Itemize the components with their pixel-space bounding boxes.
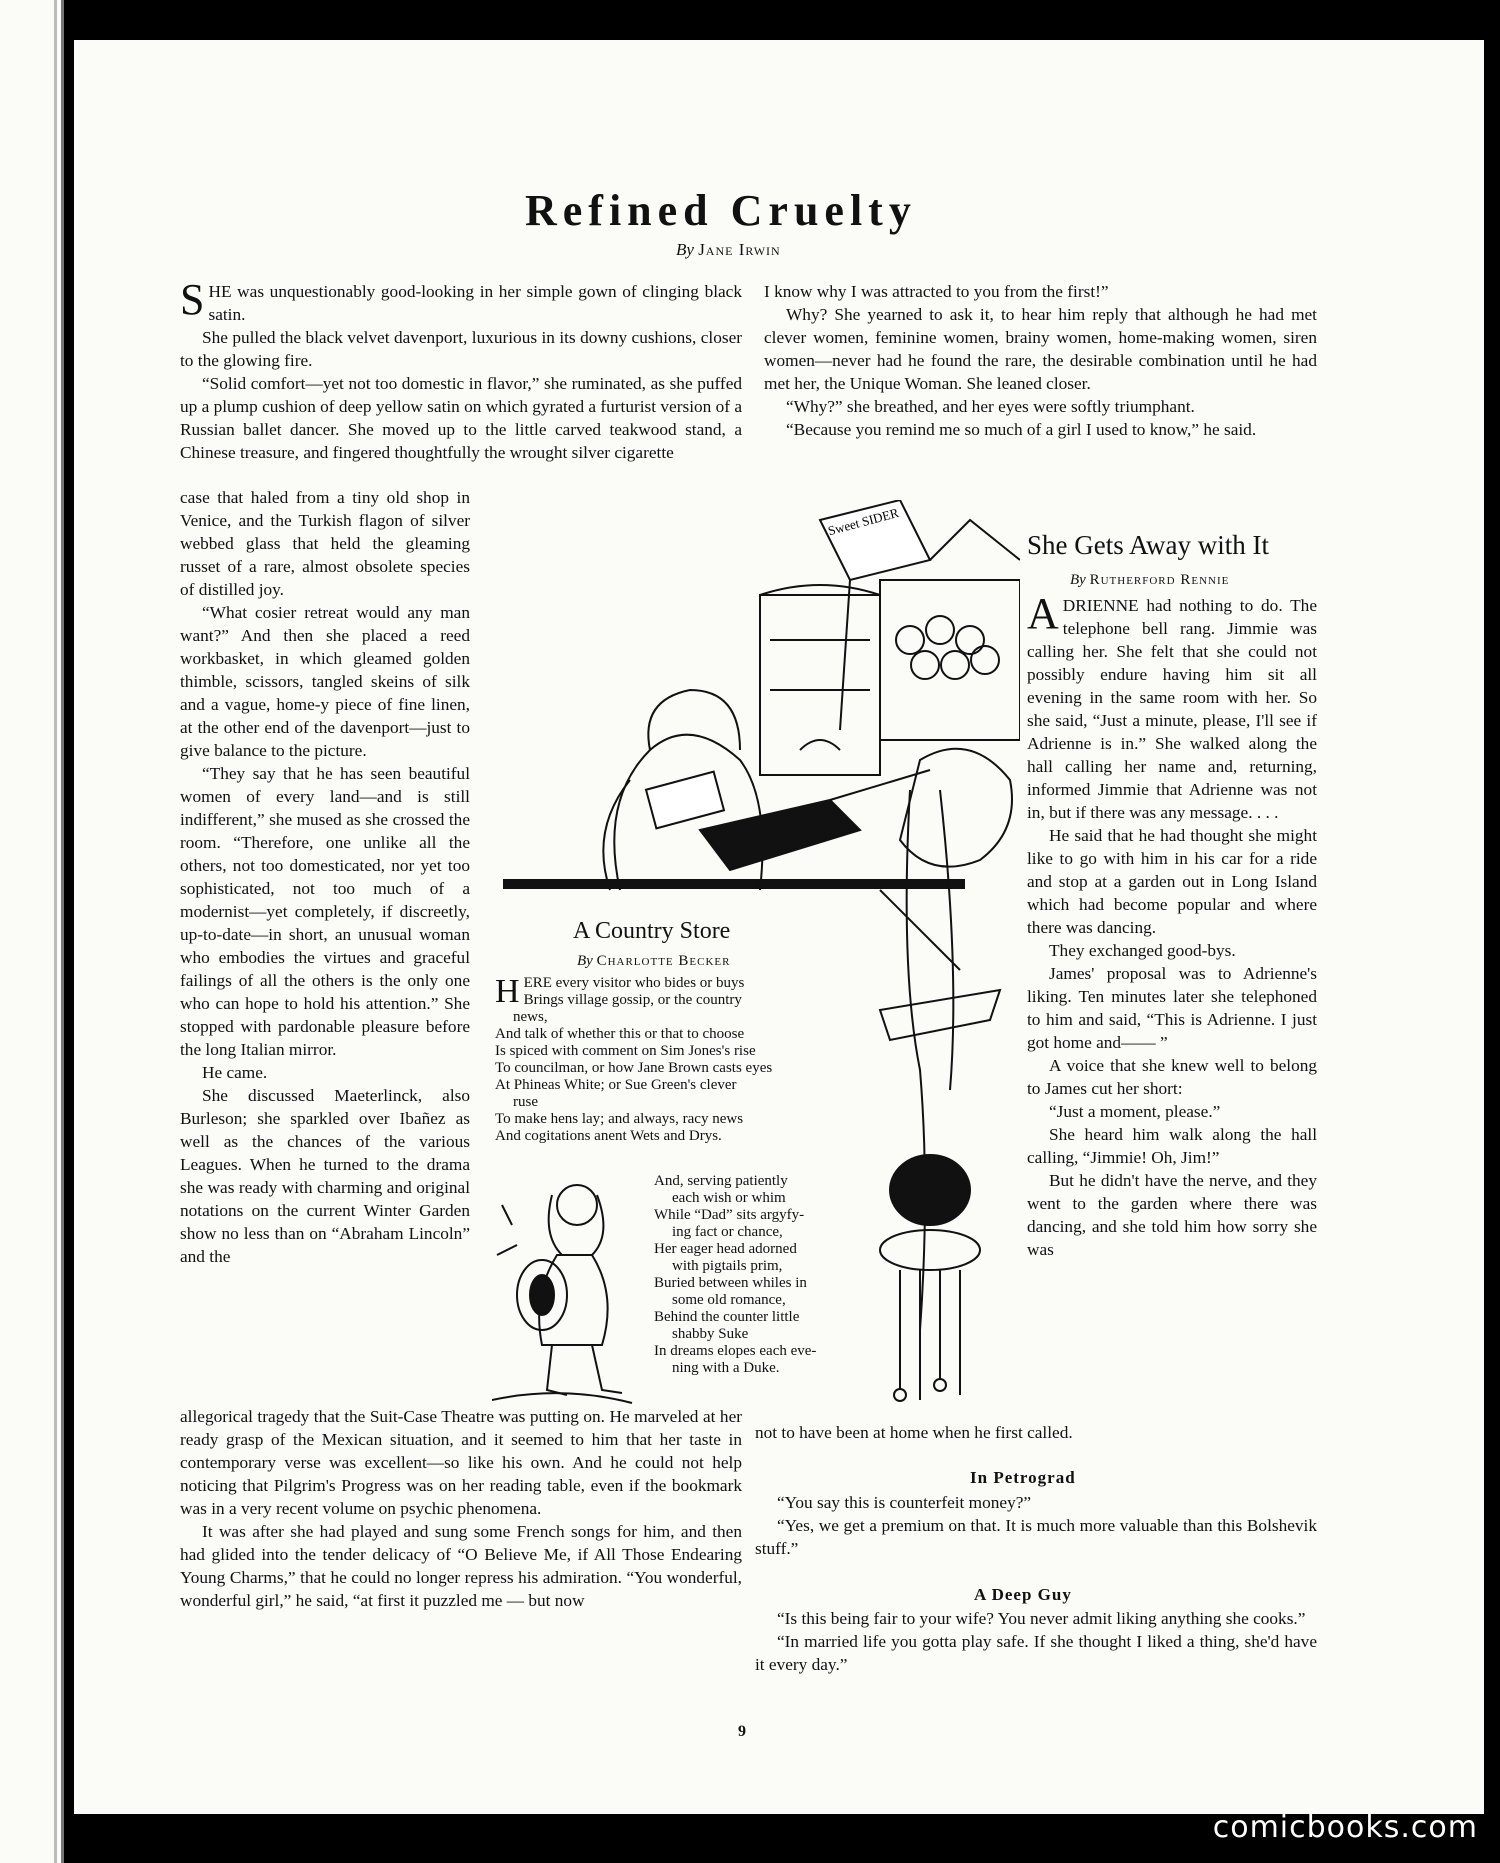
poem-drop-cap: H	[495, 973, 520, 1010]
story2-byline: By Rutherford Rennie	[1070, 572, 1230, 588]
col1-narrow-text: case that haled from a tiny old shop in Venice, and the Turkish flagon of silver webbed glass that held the gleaming russet of a rare, almost obsolete species of distilled joy. “What cosier retreat would any man want?” And then she placed a reed workbasket, in which gleamed golden thimble, scissors, tangled skeins of silk and a vague, home-y piece of fine linen, at the other end of the davenport—just to give balance to the picture. “They say that he has seen beautiful women of every land—and is still indifferent,” she mused as she crossed the room. “Therefore, one unlike all the others, not too domesticated, nor yet too sophisticated, not too much of a modernist—yet completely, if discreetly, up-to-date—in short, an unusual woman who embodies the virtues and graceful failings of all the others is the only one who can hope to hold his attention.” She stopped with pardonable pleasure before the long Italian mirror. He came. She discussed Maeterlinck, also Burleson; she sparkled over Ibañez as well as the chances of the various Leagues. When he turned to the drama she was ready with charming and original notations on the current Winter Garden show no less than on “Abraham Lincoln” and the	[180, 488, 470, 1266]
joke1-title: In Petrograd	[970, 1468, 1076, 1487]
adjacent-page-edge	[0, 0, 64, 1863]
story2-title: She Gets Away with It	[1027, 530, 1269, 560]
col1-bottom-text: allegorical tragedy that the Suit-Case Theatre was putting on. He marveled at her ready grasp of the Mexican situation, and it seemed to him that her taste in contemporary verse was excellent—so like his own. And he could not help noticing that Pilgrim's Progress was on her reading table, even if the bookmark was in a very recent volume on psychic phenomena. It was after she had played and sung some French songs for him, and then had glided into the tender delicacy of “O Believe Me, if All Those Endearing Young Charms,” that he could no longer repress his admiration. “You wonderful, wonderful girl,” he said, “at first it puzzled me — but now	[180, 1407, 742, 1610]
watermark-text: comicbooks.com	[1212, 1810, 1478, 1845]
author-name: Jane Irwin	[698, 240, 781, 259]
poem-title: A Country Store	[573, 918, 731, 944]
poem-stanza-1: HERE every visitor who bides or buys Brings village gossip, or the country news, And talk of whether this or that to choose Is spiced with comment on Sim Jones's rise To councilman, or how Jane Brown casts eyes At Phineas White; or Sue Green's clever ruse To make hens lay; and always, racy news And cogitations anent Wets and Drys.	[495, 973, 773, 1144]
store-sign-text: Sweet SIDER	[826, 504, 901, 539]
story2-last-line: not to have been at home when he first called.	[755, 1423, 1073, 1442]
story2-author: Rutherford Rennie	[1089, 572, 1230, 588]
poem-stanza-2: And, serving patiently each wish or whim While “Dad” sits argyfy- ing fact or chance, Her eager head adorned with pigtails prim, Buried between whiles in some old romance, Behind the counter little shabby Suke In dreams elopes each eve- ning with a Duke.	[654, 1173, 817, 1376]
joke2-text: “Is this being fair to your wife? You never admit liking anything she cooks.” “In married life you gotta play safe. If she thought I liked a thing, she'd have it every day.”	[755, 1609, 1317, 1674]
poem-author: Charlotte Becker	[596, 953, 731, 969]
story2-drop-cap: A	[1027, 589, 1059, 638]
story2-text: ADRIENNE had nothing to do. The telephone bell rang. Jimmie was calling her. She felt that she could not possibly endure having him sit all evening in the same room with her. So she said, “Just a minute, please, I'll see if Adrienne is in.” She walked along the hall calling her name and, returning, informed Jimmie that Adrienne was not in, but if there was any message. . . . He said that he had thought she might like to go with him in his car for a ride and stop at a garden out in Long Island which had become popular and where there was dancing. They exchanged good-bys. James' proposal was to Adrienne's liking. Ten minutes later she telephoned to him and said, “This is Adrienne. I just got home and—— ” A voice that she knew well to belong to James cut her short: “Just a moment, please.” She heard him walk along the hall calling, “Jimmie! Oh, Jim!” But he didn't have the nerve, and they went to the garden where there was dancing, and she told him how sorry she was	[1027, 589, 1317, 1259]
joke1-text: “You say this is counterfeit money?” “Yes, we get a premium on that. It is much more valuable than this Bolshevik stuff.”	[755, 1493, 1317, 1558]
col2-top-text: I know why I was attracted to you from the first!” Why? She yearned to ask it, to hear him reply that although he had met clever women, feminine women, brainy women, home-making women, siren women—never had he found the rare, the desirable combination until he had met her, the Unique Woman. She leaned closer. “Why?” she breathed, and her eyes were softly triumphant. “Because you remind me so much of a girl I used to know,” he said.	[764, 282, 1317, 439]
drop-cap: S	[180, 275, 205, 324]
figure-illustration	[492, 1165, 642, 1405]
article-title: Refined Cruelty	[525, 186, 917, 235]
page-number: 9	[738, 1723, 746, 1740]
col1-top-text: SHE was unquestionably good-looking in her simple gown of clinging black satin. She pulled the black velvet davenport, luxurious in its downy cushions, closer to the glowing fire. “Solid comfort—yet not too domestic in flavor,” she ruminated, as she puffed up a plump cushion of deep yellow satin on which gyrated a furturist version of a Russian ballet dancer. She moved up to the little carved teakwood stand, a Chinese treasure, and fingered thoughtfully the wrought silver cigarette	[180, 275, 742, 462]
article-byline: By Jane Irwin	[676, 240, 781, 259]
joke2-title: A Deep Guy	[974, 1585, 1072, 1604]
poem-byline: By Charlotte Becker	[577, 953, 731, 969]
